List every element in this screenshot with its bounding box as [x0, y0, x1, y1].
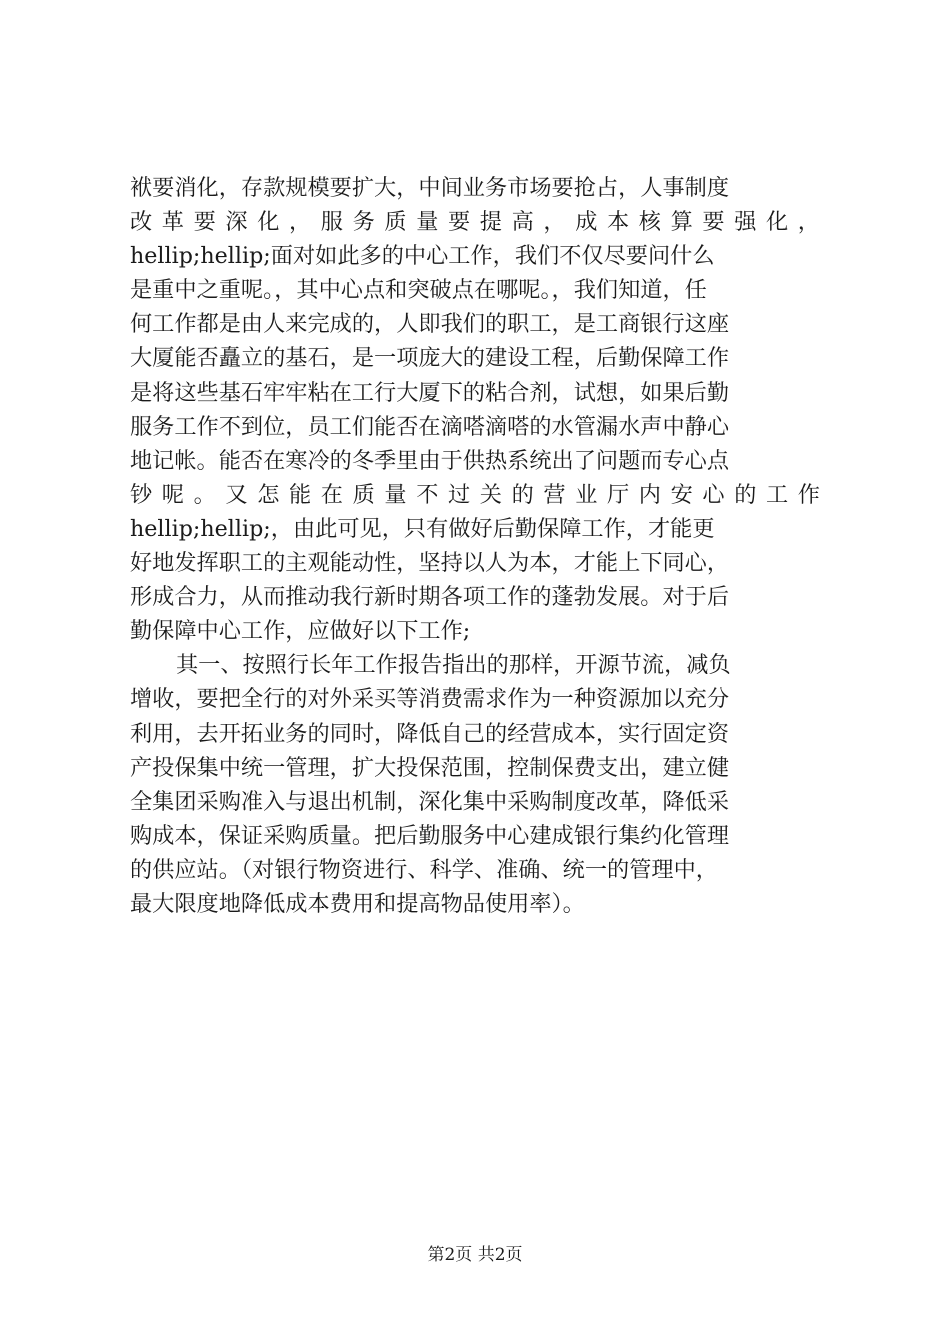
- paragraph-1-line-10: 钞呢。又怎能在质量不过关的营业厅内安心的工作: [130, 481, 820, 508]
- paragraph-2-line-2: 增收，要把全行的对外采买等消费需求作为一种资源加以充分: [130, 686, 730, 713]
- paragraph-1-line-8: 服务工作不到位，员工们能否在滴嗒滴嗒的水管漏水声中静心: [130, 413, 730, 440]
- paragraph-1-line-11: hellip;hellip;，由此可见，只有做好后勤保障工作，才能更: [130, 515, 715, 542]
- paragraph-1-line-5: 何工作都是由人来完成的，人即我们的职工，是工商银行这座: [130, 311, 730, 338]
- paragraph-2-line-8: 最大限度地降低成本费用和提高物品使用率）。: [130, 890, 585, 917]
- paragraph-1-line-2: 改革要深化，服务质量要提高，成本核算要强化，: [130, 209, 820, 236]
- paragraph-1-line-4: 是重中之重呢。，其中心点和突破点在哪呢。，我们知道，任: [130, 277, 707, 304]
- paragraph-1-line-13: 形成合力，从而推动我行新时期各项工作的蓬勃发展。对于后: [130, 584, 730, 611]
- paragraph-2-line-1: 其一、按照行长年工作报告指出的那样，开源节流，减负: [176, 652, 731, 679]
- body-text: [130, 171, 820, 921]
- paragraph-1-line-7: 是将这些基石牢牢粘在工行大厦下的粘合剂，试想，如果后勤: [130, 379, 730, 406]
- paragraph-2-line-6: 购成本，保证采购质量。把后勤服务中心建成银行集约化管理: [130, 822, 730, 849]
- paragraph-2-line-5: 全集团采购准入与退出机制，深化集中采购制度改革，降低采: [130, 788, 730, 815]
- paragraph-1-line-12: 好地发挥职工的主观能动性，坚持以人为本，才能上下同心，: [130, 550, 730, 577]
- paragraph-2-line-3: 利用，去开拓业务的同时，降低自己的经营成本，实行固定资: [130, 720, 730, 747]
- paragraph-2-line-4: 产投保集中统一管理，扩大投保范围，控制保费支出，建立健: [130, 754, 730, 781]
- paragraph-1-line-1: 袱要消化，存款规模要扩大，中间业务市场要抢占，人事制度: [130, 175, 730, 201]
- paragraph-2-line-7: 的供应站。（对银行物资进行、科学、准确、统一的管理中，: [130, 856, 718, 883]
- page-footer: 第2页 共2页: [427, 1245, 523, 1265]
- paragraph-1-line-9: 地记帐。能否在寒冷的冬季里由于供热系统出了问题而专心点: [130, 447, 730, 474]
- paragraph-1-line-3: hellip;hellip;面对如此多的中心工作，我们不仅尽要问什么: [130, 243, 715, 270]
- paragraph-1-line-6: 大厦能否矗立的基石，是一项庞大的建设工程，后勤保障工作: [130, 345, 730, 372]
- paragraph-1-line-14: 勤保障中心工作，应做好以下工作;: [130, 618, 471, 645]
